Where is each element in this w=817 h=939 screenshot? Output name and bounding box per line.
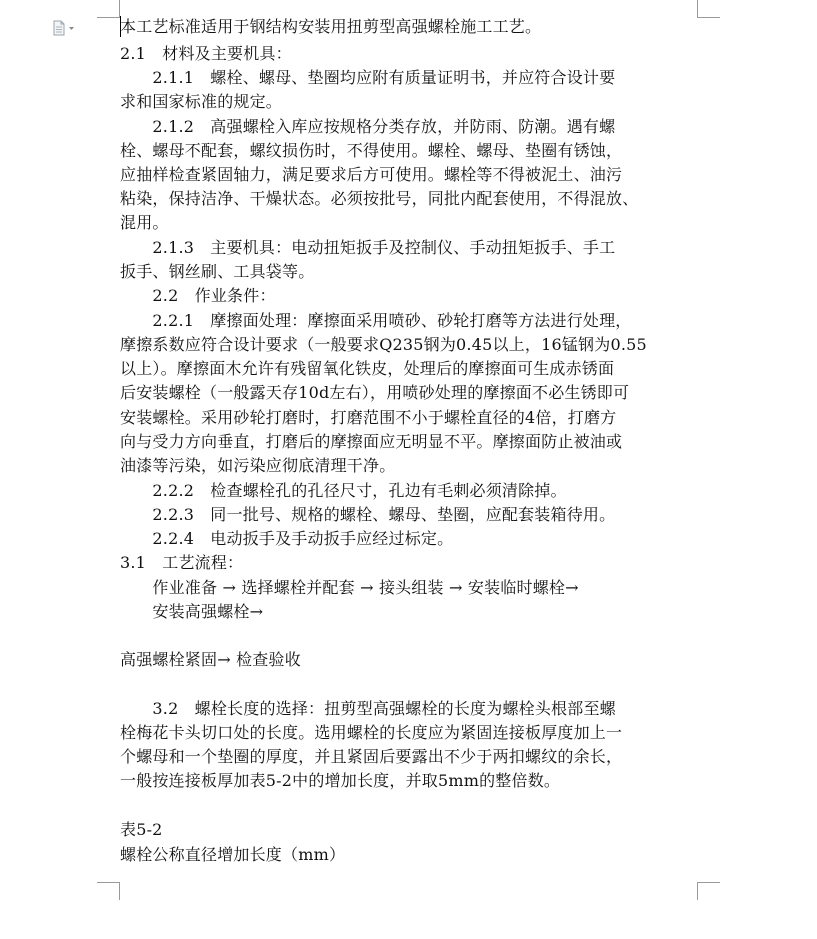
para-2-2-1-line-3: 以上）。摩擦面木允许有残留氧化铁皮，处理后的摩擦面可生成赤锈面 — [120, 359, 615, 378]
para-2-1-2-line-4: 粘染，保持洁净、干燥状态。必须按批号，同批内配套使用，不得混放、 — [120, 189, 639, 208]
page-corner-top-right — [697, 0, 720, 18]
para-2-1-1-line-2: 求和国家标准的规定。 — [120, 92, 283, 111]
para-2-2-3: 2.2.3 同一批号、规格的螺栓、螺母、垫圈，应配套装箱待用。 — [120, 505, 616, 524]
para-2-2-1-line-2: 摩擦系数应符合设计要求（一般要求Q235钢为0.45以上，16锰钢为0.55 — [120, 335, 647, 354]
para-2-1-3-line-2: 扳手、钢丝刷、工具袋等。 — [120, 262, 315, 281]
process-flow-line-3: 高强螺栓紧固→ 检查验收 — [120, 650, 301, 669]
para-3-2-line-1: 3.2 螺栓长度的选择：扭剪型高强螺栓的长度为螺栓头根部至螺 — [120, 699, 616, 718]
page-corner-bottom-right — [697, 882, 720, 900]
para-2-2-1-line-6: 向与受力方向垂直，打磨后的摩擦面应无明显不平。摩擦面防止被油或 — [120, 432, 623, 451]
para-2-1-2-line-3: 应抽样检查紧固轴力，满足要求后方可使用。螺栓等不得被泥土、油污 — [120, 165, 623, 184]
para-2-2-4: 2.2.4 电动扳手及手动扳手应经过标定。 — [120, 529, 454, 548]
process-flow-line-1: 作业准备 → 选择螺栓并配套 → 接头组装 → 安装临时螺栓→ — [120, 578, 579, 597]
scope-line: 本工艺标准适用于钢结构安装用扭剪型高强螺栓施工工艺。 — [120, 17, 542, 36]
para-2-2-1-line-7: 油漆等污染，如污染应彻底清理干净。 — [120, 456, 396, 475]
document-icon[interactable] — [52, 20, 76, 36]
para-3-2-line-4: 一般按连接板厚加表5-2中的增加长度，并取5mm的整倍数。 — [120, 771, 561, 790]
para-2-1-1-line-1: 2.1.1 螺栓、螺母、垫圈均应附有质量证明书，并应符合设计要 — [120, 68, 616, 87]
para-2-2-1-line-1: 2.2.1 摩擦面处理：摩擦面采用喷砂、砂轮打磨等方法进行处理， — [120, 311, 632, 330]
heading-2-2: 2.2 作业条件： — [120, 286, 276, 305]
heading-2-1: 2.1 材料及主要机具： — [120, 44, 292, 63]
para-2-1-2-line-1: 2.1.2 高强螺栓入库应按规格分类存放，并防雨、防潮。遇有螺 — [120, 117, 616, 136]
para-2-1-3-line-1: 2.1.3 主要机具：电动扭矩扳手及控制仪、手动扭矩扳手、手工 — [120, 238, 616, 257]
para-3-2-line-3: 个螺母和一个垫圈的厚度，并且紧固后要露出不少于两扣螺纹的余长， — [120, 747, 623, 766]
heading-3-1: 3.1 工艺流程： — [120, 553, 244, 572]
para-2-1-2-line-2: 栓、螺母不配套，螺纹损伤时，不得使用。螺栓、螺母、垫圈有锈蚀， — [120, 141, 623, 160]
para-2-2-1-line-5: 安装螺栓。采用砂轮打磨时，打磨范围不小于螺栓直径的4倍，打磨方 — [120, 408, 617, 427]
para-2-2-2: 2.2.2 检查螺栓孔的孔径尺寸，孔边有毛刺必须清除掉。 — [120, 481, 567, 500]
table-label: 表5-2 — [120, 820, 163, 839]
para-2-2-1-line-4: 后安装螺栓（一般露天存10d左右），用喷砂处理的摩擦面不必生锈即可 — [120, 383, 630, 402]
page-corner-bottom-left — [97, 882, 120, 900]
para-3-2-line-2: 栓梅花卡头切口处的长度。选用螺栓的长度应为紧固连接板厚度加上一 — [120, 723, 623, 742]
process-flow-line-2: 安装高强螺栓→ — [120, 602, 264, 621]
table-caption: 螺栓公称直径增加长度（mm） — [120, 845, 346, 864]
page-corner-top-left — [97, 0, 120, 18]
para-2-1-2-line-5: 混用。 — [120, 213, 169, 232]
